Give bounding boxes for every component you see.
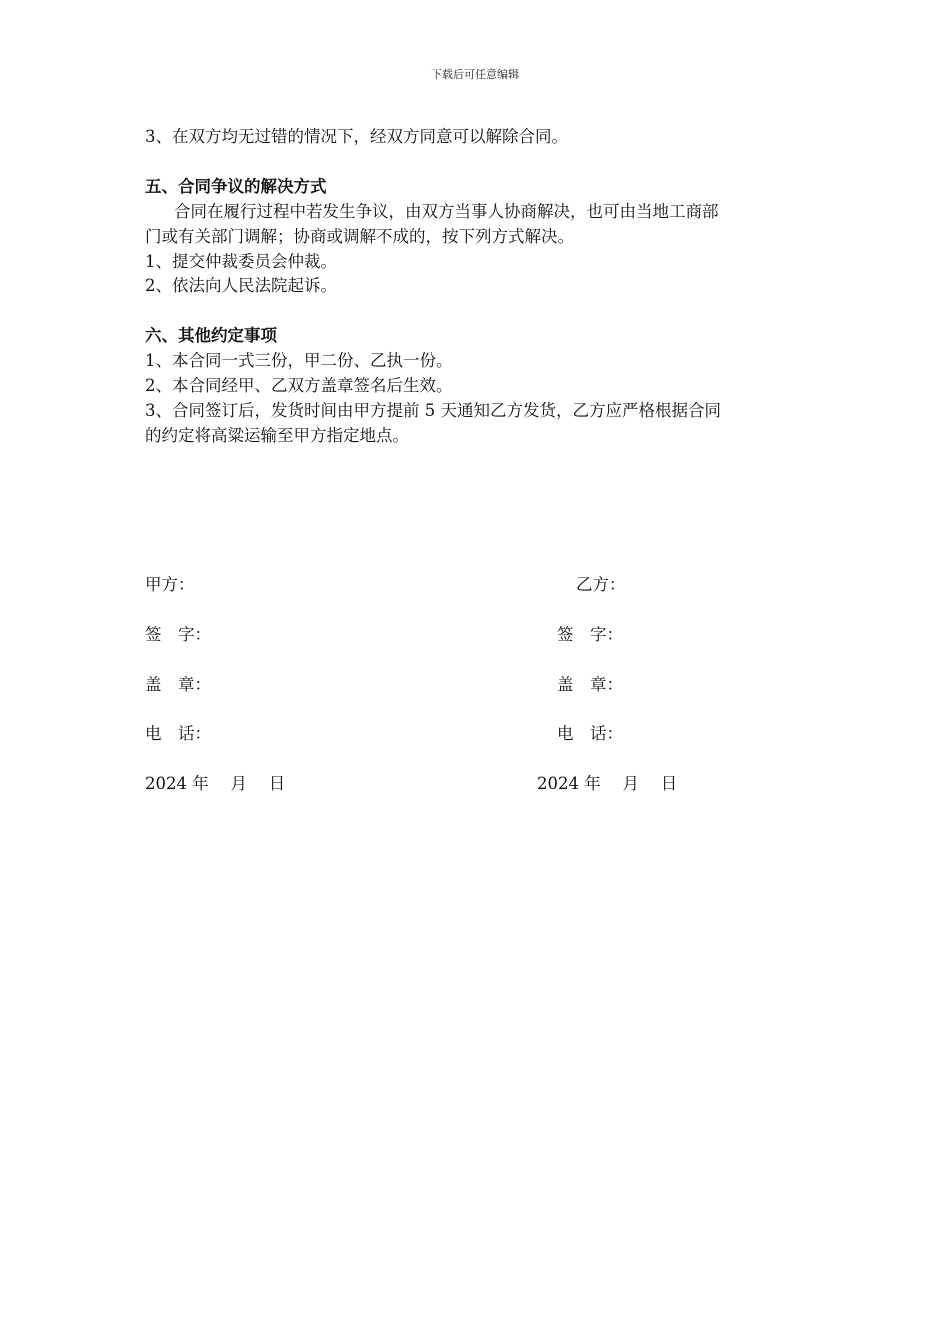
section-6-item-2: 2、本合同经甲、乙双方盖章签名后生效。 — [145, 376, 453, 395]
clause-termination: 3、在双方均无过错的情况下，经双方同意可以解除合同。 — [145, 127, 568, 146]
section-5-paragraph-line-2: 门或有关部门调解；协商或调解不成的，按下列方式解决。 — [145, 227, 574, 246]
party-a-sign-label: 签 字： — [145, 625, 211, 644]
section-6-title: 六、其他约定事项 — [145, 326, 277, 345]
party-a-phone-label: 电 话： — [145, 724, 211, 743]
section-5-item-2: 2、依法向人民法院起诉。 — [145, 276, 337, 295]
party-a-seal-label: 盖 章： — [145, 675, 211, 694]
section-5-paragraph-line-1: 合同在履行过程中若发生争议，由双方当事人协商解决，也可由当地工商部 — [174, 202, 719, 221]
party-a-date: 2024 年 月 日 — [145, 774, 286, 793]
section-6-item-3-line-2: 的约定将高粱运输至甲方指定地点。 — [145, 426, 409, 445]
party-a-label: 甲方： — [145, 575, 195, 594]
party-b-seal-label: 盖 章： — [557, 675, 623, 694]
party-b-label: 乙方： — [576, 575, 626, 594]
section-5-item-1: 1、提交仲裁委员会仲裁。 — [145, 252, 337, 271]
section-6-item-3-line-1: 3、合同签订后，发货时间由甲方提前 5 天通知乙方发货，乙方应严格根据合同 — [145, 401, 721, 420]
page-header: 下载后可任意编辑 — [431, 68, 519, 81]
party-b-phone-label: 电 话： — [557, 724, 623, 743]
party-b-date: 2024 年 月 日 — [537, 774, 678, 793]
section-6-item-1: 1、本合同一式三份，甲二份、乙执一份。 — [145, 351, 453, 370]
party-b-sign-label: 签 字： — [557, 625, 623, 644]
section-5-title: 五、合同争议的解决方式 — [145, 177, 327, 196]
